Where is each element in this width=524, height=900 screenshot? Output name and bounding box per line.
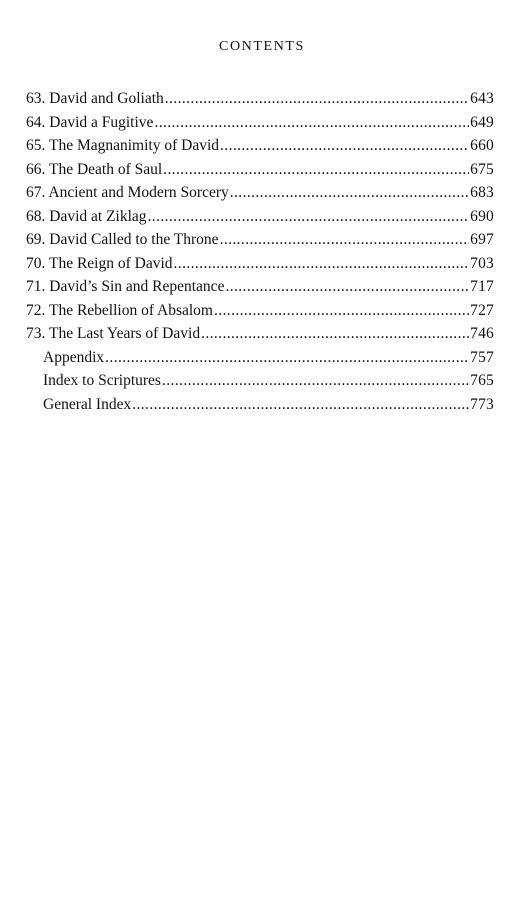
dot-leader <box>163 160 469 180</box>
dot-leader <box>225 277 469 297</box>
toc-entry-page-number: 757 <box>470 348 494 366</box>
toc-entry[interactable] <box>26 183 494 207</box>
dot-leader <box>165 89 469 109</box>
toc-entry-page-number: 649 <box>470 113 494 131</box>
toc-entry-page-number: 660 <box>470 137 494 154</box>
dot-leader <box>230 183 469 203</box>
dot-leader <box>201 324 469 344</box>
dot-leader <box>105 348 469 368</box>
dot-leader <box>148 207 470 227</box>
toc-entry[interactable] <box>26 136 494 160</box>
toc-entry-title: 69. David Called to the Throne <box>26 231 219 248</box>
toc-entry[interactable] <box>26 113 494 137</box>
toc-entry-page-number: 690 <box>470 207 494 225</box>
toc-entry-page-number: 773 <box>470 395 494 413</box>
toc-entry[interactable] <box>26 395 494 419</box>
toc-entry[interactable] <box>26 324 494 348</box>
toc-entry[interactable] <box>26 254 494 278</box>
toc-entry-page-number: 697 <box>470 231 494 248</box>
toc-entry-page-number: 675 <box>470 160 494 178</box>
toc-entry[interactable] <box>26 348 494 372</box>
page-heading: CONTENTS <box>219 39 305 54</box>
toc-entry-title: 65. The Magnanimity of David <box>26 137 220 154</box>
dot-leader <box>220 136 469 156</box>
toc-entry-page-number: 746 <box>470 325 494 342</box>
toc-entry-page-number: 643 <box>470 90 494 107</box>
toc-entry-title: 73. The Last Years of David <box>26 325 201 342</box>
toc-entry-title: General Index <box>43 395 132 413</box>
toc-entry-page-number: 683 <box>470 184 494 201</box>
toc-entry-title: 70. The Reign of David <box>26 254 173 272</box>
toc-entry[interactable] <box>26 160 494 184</box>
dot-leader <box>132 395 469 415</box>
toc-entry-title: 67. Ancient and Modern Sorcery <box>26 184 229 201</box>
dot-leader <box>174 254 470 274</box>
toc-entry-page-number: 727 <box>470 301 494 319</box>
dot-leader <box>220 230 470 250</box>
toc-entry-page-number: 717 <box>470 278 494 295</box>
toc-entry-title: 64. David a Fugitive <box>26 113 154 131</box>
toc-entry-title: 68. David at Ziklag <box>26 207 147 225</box>
toc-entry[interactable] <box>26 301 494 325</box>
toc-entry[interactable] <box>26 371 494 395</box>
toc-entry-title: 72. The Rebellion of Absalom <box>26 301 213 319</box>
table-of-contents <box>26 89 494 418</box>
toc-entry-page-number: 703 <box>470 254 494 272</box>
toc-entry-title: 71. David’s Sin and Repentance <box>26 278 225 295</box>
toc-entry[interactable] <box>26 89 494 113</box>
toc-entry[interactable] <box>26 230 494 254</box>
toc-entry-title: Index to Scriptures <box>43 372 161 389</box>
toc-entry-title: 66. The Death of Saul <box>26 160 163 178</box>
toc-entry-title: Appendix <box>43 348 105 366</box>
dot-leader <box>154 113 469 133</box>
toc-entry[interactable] <box>26 207 494 231</box>
dot-leader <box>214 301 469 321</box>
toc-entry[interactable] <box>26 277 494 301</box>
toc-entry-title: 63. David and Goliath <box>26 90 164 107</box>
toc-entry-page-number: 765 <box>470 372 494 389</box>
dot-leader <box>162 371 469 391</box>
